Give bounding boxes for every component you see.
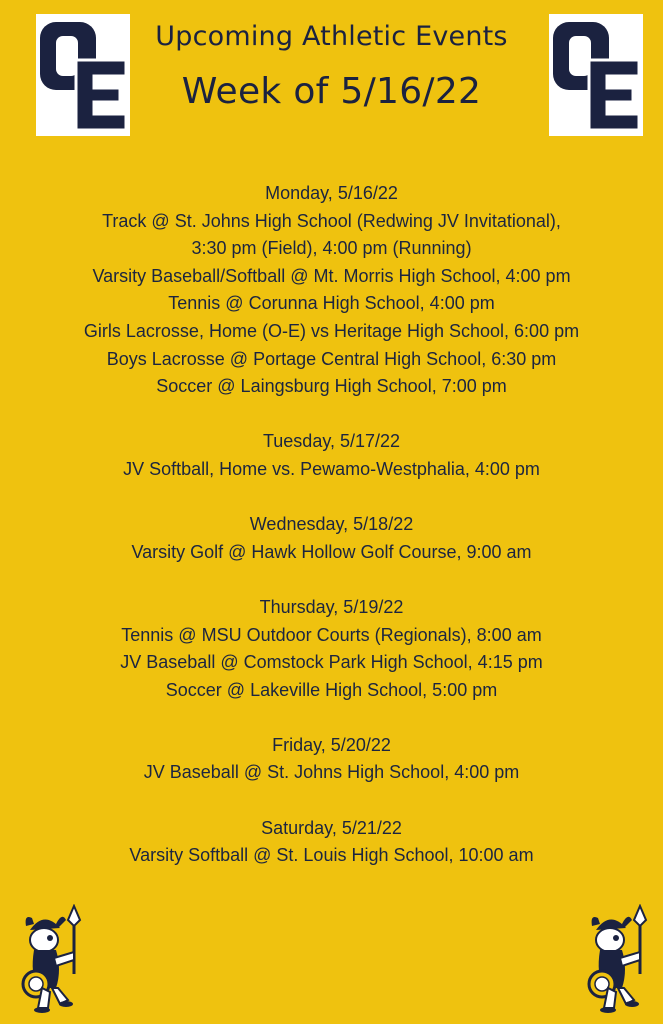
event-line: Soccer @ Lakeville High School, 5:00 pm [165,679,498,700]
day-label: Monday, 5/16/22 [265,183,398,203]
event-line: JV Baseball @ Comstock Park High School, 4:15 pm [120,652,543,673]
event-line: Soccer @ Laingsburg High School, 7:00 pm [156,376,507,397]
day-block-thursday [0,594,663,704]
event-line: JV Softball, Home vs. Pewamo-Westphalia, 4:00 pm [123,458,540,479]
day-label: Thursday, 5/19/22 [259,596,404,617]
day-label: Tuesday, 5/17/22 [262,431,401,452]
oe-logo-left [36,14,130,136]
day-label: Saturday, 5/21/22 [261,817,402,838]
event-line: Tennis @ MSU Outdoor Courts (Regionals), 8:00 am [121,624,542,645]
event-line: Varsity Baseball/Softball @ Mt. Morris High School, 4:00 pm [92,265,571,286]
event-line: Tennis @ Corunna High School, 4:00 pm [168,293,495,314]
event-line: Track @ St. Johns High School (Redwing JV Invitational), [102,210,561,231]
oe-logo-mark [36,14,130,136]
oe-logo-mark [549,14,643,136]
day-block-friday [0,732,663,787]
viking-mascot-icon [16,904,86,1014]
viking-mascot-icon [582,904,652,1014]
page-title: Upcoming Athletic Events [155,21,508,52]
event-line: JV Baseball @ St. Johns High School, 4:00 pm [143,762,520,783]
day-block-saturday [0,815,663,870]
day-block-tuesday [0,428,663,483]
mascot-icon-right [582,904,652,1014]
event-line: Varsity Golf @ Hawk Hollow Golf Course, 9:00 am [131,541,532,562]
day-block-wednesday [0,511,663,566]
event-line: Girls Lacrosse, Home (O-E) vs Heritage High School, 6:00 pm [83,320,580,341]
event-line: 3:30 pm (Field), 4:00 pm (Running) [191,238,472,259]
day-label: Wednesday, 5/18/22 [249,514,414,535]
oe-logo-right [549,14,643,136]
week-heading: Week of 5/16/22 [181,71,482,112]
day-block-monday [0,180,663,401]
day-label: Friday, 5/20/22 [272,734,391,755]
event-line: Varsity Softball @ St. Louis High School, 10:00 am [129,845,534,866]
event-line: Boys Lacrosse @ Portage Central High School, 6:30 pm [106,348,557,369]
mascot-icon-left [16,904,86,1014]
event-schedule [0,180,663,897]
